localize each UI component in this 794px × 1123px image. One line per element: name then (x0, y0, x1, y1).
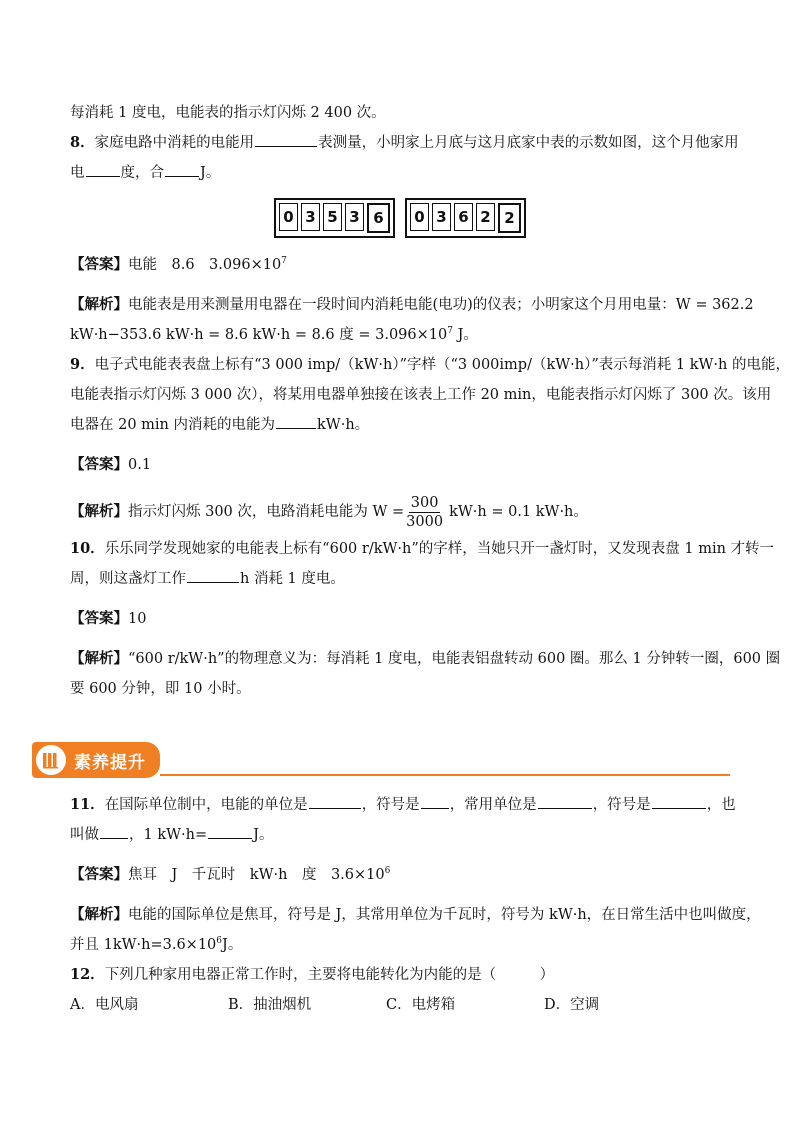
section-banner (32, 740, 730, 780)
meter-digit: 3 (301, 203, 320, 231)
answer-blank[interactable] (276, 413, 316, 429)
meter-decimal-digit: 2 (498, 203, 521, 233)
section-title: 素养提升 (74, 752, 146, 773)
option-c[interactable]: C．电烤箱 (386, 997, 456, 1013)
meter-digit: 3 (432, 203, 451, 231)
meter-readings-figure (70, 198, 730, 238)
answer-8: 【答案】电能 8.6 $3.096\times 10^7$ (70, 256, 287, 273)
answer-blank[interactable] (309, 793, 361, 809)
question-number: 11． (70, 796, 105, 813)
analysis-11: 【解析】电能的国际单位是焦耳，符号是 J，其常用单位为千瓦时，符号为 kW·h，在日常生活中也叫做度， (70, 906, 761, 923)
answer-9: 【答案】0.1 (70, 456, 152, 473)
document-page (70, 98, 790, 1020)
question-9: 9．电子式电能表表盘上标有“3 000 imp/（kW·h）”字样（“3 000imp/（kW·h）”表示每消耗 1 kW·h 的电能， (70, 356, 790, 373)
analysis-10-line2: 要 600 分钟，即 10 小时。 (70, 681, 251, 697)
analysis-10: 【解析】“600 r/kW·h”的物理意义为：每消耗 1 度电，电能表铝盘转动 600 圈。那么 1 分钟转一圈，600 圈 (70, 650, 781, 667)
question-8-line2: 电 度，合 J。 (70, 158, 730, 188)
option-b[interactable]: B．抽油烟机 (228, 997, 312, 1013)
section-title-box (32, 742, 160, 778)
answer-blank[interactable] (255, 131, 317, 147)
question-9-line3: 电器在 20 min 内消耗的电能为 kW·h。 (70, 410, 730, 440)
answer-blank[interactable] (208, 823, 252, 839)
question-number: 9． (70, 356, 95, 373)
question-12-options (70, 990, 730, 1020)
question-9-line2: 电能表指示灯闪烁 3 000 次），将某用电器单独接在该表上工作 20 min，电能表指示灯闪烁了 300 次。该用 (70, 387, 772, 403)
meter-digit: 0 (279, 203, 298, 231)
question-number: 10． (70, 540, 105, 557)
question-number: 12． (70, 966, 105, 983)
meter-digit: 5 (323, 203, 342, 231)
answer-blank[interactable] (421, 793, 449, 809)
question-10: 10．乐乐同学发现她家的电能表上标有“600 r/kW·h”的字样，当她只开一盏灯时，又发现表盘 1 min 才转一 (70, 540, 775, 557)
meter-digit: 3 (345, 203, 364, 231)
analysis-11-line2: 并且 $1kW\cdot h=3.6\times 10^6J$。 (70, 936, 243, 953)
meter-digit: 0 (410, 203, 429, 231)
fraction: $\frac{300}{3000}$ (406, 494, 444, 530)
option-d[interactable]: D．空调 (544, 997, 600, 1013)
books-icon (36, 745, 66, 775)
question-11: 11．在国际单位制中，电能的单位是 ，符号是 ，常用单位是 ，符号是 ，也 (70, 790, 730, 820)
answer-11: 【答案】焦耳 J 千瓦时 kW·h 度 $3.6\times 10^6$ (70, 866, 391, 883)
analysis-9: 【解析】指示灯闪烁 300 次，电路消耗电能为 W = $\frac{300}{3000}$ kW·h = 0.1 kW·h。 (70, 494, 588, 530)
intro-line: 每消耗 1 度电，电能表的指示灯闪烁 2 400 次。 (70, 105, 386, 121)
meter-digit: 6 (454, 203, 473, 231)
meter-decimal-digit: 6 (367, 203, 390, 233)
answer-blank[interactable] (187, 567, 239, 583)
answer-blank[interactable] (100, 823, 128, 839)
question-8: 8．家庭电路中消耗的电能用 表测量，小明家上月底与这月底家中表的示数如图，这个月他家用 (70, 128, 730, 158)
meter-digit: 2 (476, 203, 495, 231)
analysis-8: 【解析】电能表是用来测量用电器在一段时间内消耗电能(电功)的仪表；小明家这个月用电量：W = 362.2 (70, 296, 754, 313)
meter-last-month (274, 198, 395, 238)
option-a[interactable]: A．电风扇 (70, 997, 139, 1013)
meter-this-month (405, 198, 526, 238)
answer-blank[interactable] (165, 161, 199, 177)
question-number: 8． (70, 134, 95, 151)
question-10-line2: 周，则这盏灯工作 h 消耗 1 度电。 (70, 564, 730, 594)
answer-blank[interactable] (652, 793, 706, 809)
answer-10: 【答案】10 (70, 610, 147, 627)
section-divider (160, 774, 730, 776)
answer-blank[interactable] (86, 161, 120, 177)
analysis-8-line2: kW·h−353.6 kW·h = 8.6 kW·h = 8.6 度 = $3.096\times 10^7$ J。 (70, 326, 478, 343)
question-12: 12．下列几种家用电器正常工作时，主要将电能转化为内能的是（ ） (70, 966, 555, 983)
answer-blank[interactable] (538, 793, 592, 809)
question-11-line2: 叫做 ，1 kW·h= J。 (70, 820, 730, 850)
